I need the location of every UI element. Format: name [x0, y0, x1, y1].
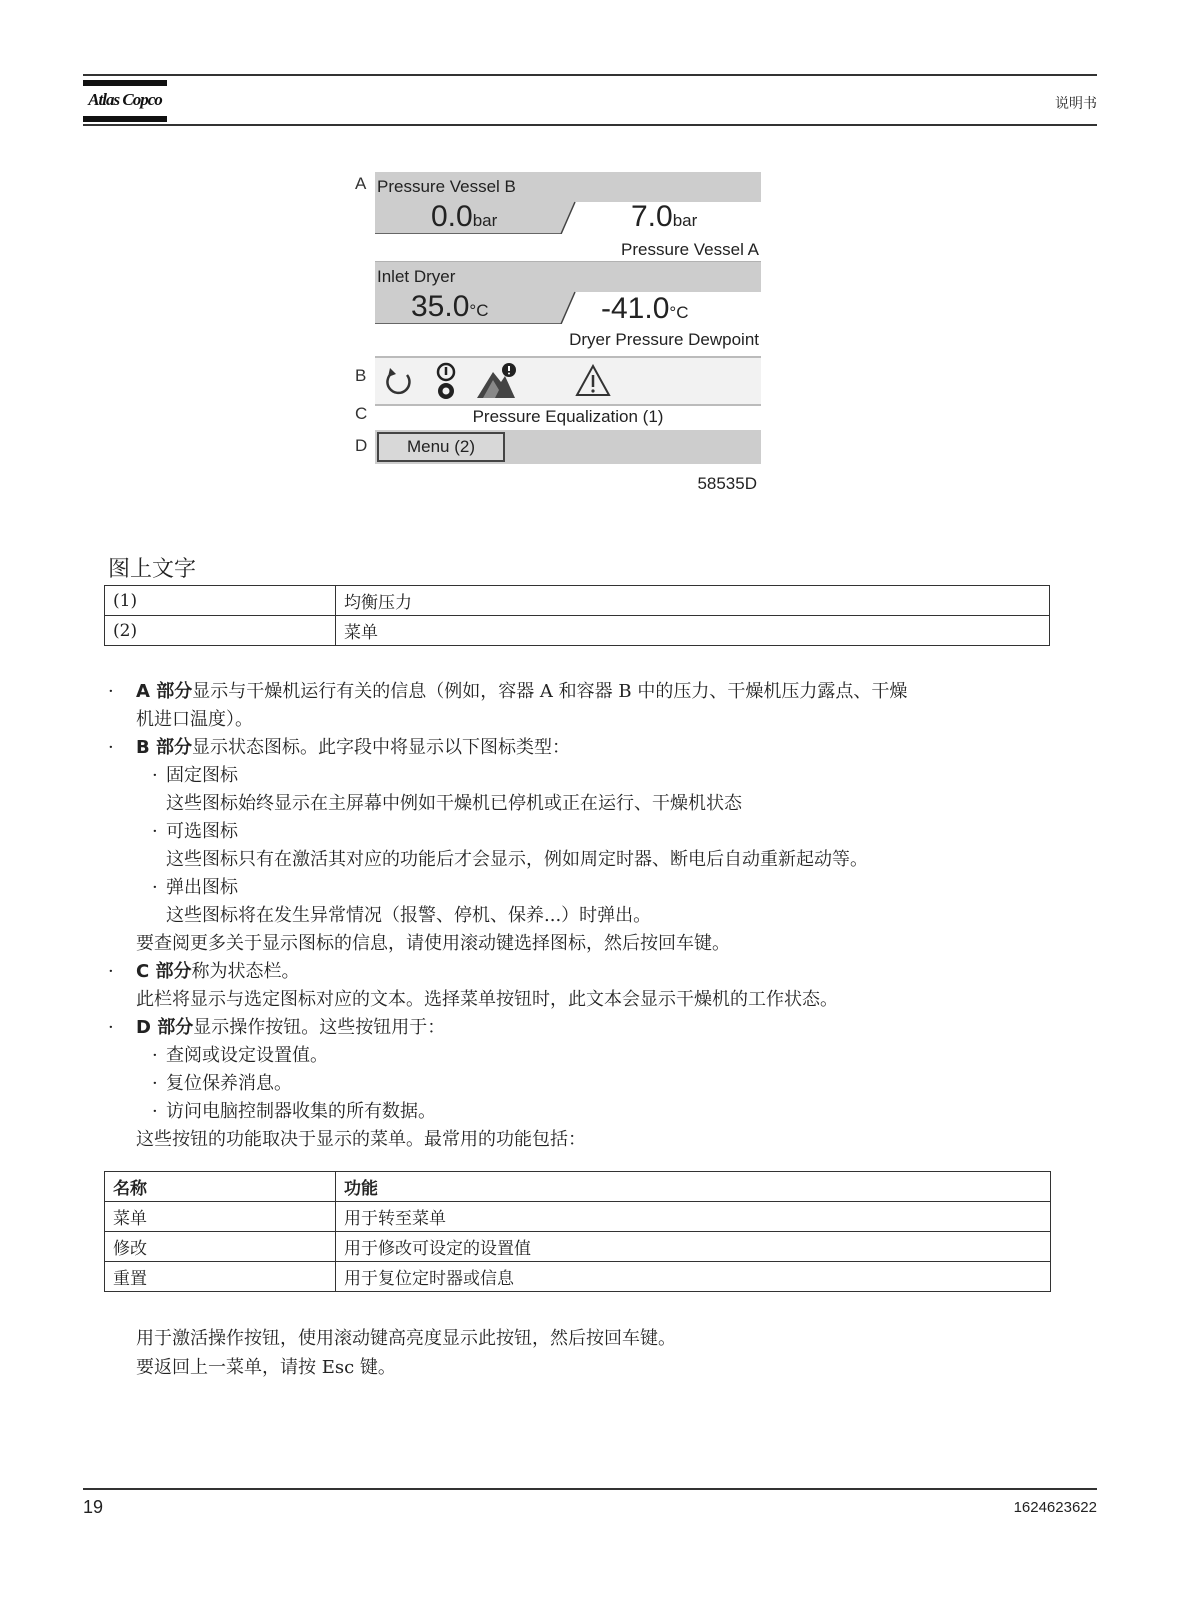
section-d-sub2: · 复位保养消息。 [108, 1070, 1038, 1098]
function-desc: 用于复位定时器或信息 [336, 1262, 1051, 1292]
function-table [104, 1171, 1051, 1292]
table-row [105, 1262, 1051, 1292]
column-header-name: 名称 [105, 1172, 336, 1202]
row-label-b: B [355, 366, 367, 385]
alarm-mountain-icon[interactable] [475, 362, 519, 400]
closing-line-1: 用于激活操作按钮，使用滚动键高亮度显示此按钮，然后按回车键。 [136, 1328, 676, 1349]
function-desc: 用于修改可设定的设置值 [336, 1232, 1051, 1262]
row-label-d: D [355, 436, 368, 455]
document-number: 1624623622 [1013, 1499, 1097, 1516]
status-icon-row [375, 356, 761, 406]
table-header-row [105, 1172, 1051, 1202]
section-b-note: 要查阅更多关于显示图标的信息，请使用滚动键选择图标，然后按回车键。 [136, 933, 730, 954]
dewpoint-title: Dryer Pressure Dewpoint [569, 330, 759, 349]
inlet-dryer-value: 35.0°C [411, 290, 489, 323]
fixed-icons-desc: 这些图标始终显示在主屏幕中例如干燥机已停机或正在运行、干燥机状态 [166, 793, 742, 814]
start-stop-icon[interactable] [435, 361, 457, 401]
pressure-vessel-b-title: Pressure Vessel B [377, 177, 516, 196]
section-d-sub1: · 查阅或设定设置值。 [108, 1042, 1038, 1070]
footer-rule [83, 1488, 1097, 1490]
dewpoint-value: -41.0°C [601, 292, 689, 325]
legend-ref: (2) [105, 616, 336, 646]
function-name: 重置 [105, 1262, 336, 1292]
function-name: 修改 [105, 1232, 336, 1262]
controller-display-figure [355, 172, 775, 502]
pressure-vessel-a-value: 7.0bar [631, 200, 698, 233]
table-row [105, 1202, 1051, 1232]
section-d-note: 这些按钮的功能取决于显示的菜单。最常用的功能包括： [136, 1129, 586, 1150]
function-name: 菜单 [105, 1202, 336, 1232]
legend-title: 图上文字 [108, 557, 197, 582]
fixed-icons-item: · 固定图标 [108, 762, 1038, 790]
popup-icons-desc: 这些图标将在发生异常情况（报警、停机、保养...）时弹出。 [166, 905, 652, 926]
header-top-rule [83, 74, 1097, 76]
optional-icons-desc: 这些图标只有在激活其对应的功能后才会显示，例如周定时器、断电后自动重新起动等。 [166, 849, 868, 870]
logo-wordmark: Atlas Copco [88, 90, 162, 109]
table-row [105, 616, 1050, 646]
atlas-copco-logo [83, 80, 167, 124]
legend-text: 均衡压力 [336, 586, 1050, 616]
display-screen [375, 172, 761, 464]
description-body [108, 678, 1038, 1154]
page-number: 19 [83, 1497, 104, 1517]
section-b-item: · B 部分显示状态图标。此字段中将显示以下图标类型： [108, 734, 1038, 762]
popup-icons-item: · 弹出图标 [108, 874, 1038, 902]
row-label-a: A [355, 174, 367, 193]
status-bar-text: Pressure Equalization (1) [472, 407, 664, 426]
closing-text [136, 1324, 676, 1382]
figure-code: 58535D [697, 474, 757, 493]
warning-triangle-icon[interactable] [575, 364, 611, 398]
header-bottom-rule [83, 124, 1097, 126]
closing-line-2: 要返回上一菜单，请按 Esc 键。 [136, 1357, 396, 1378]
section-d-item: · D 部分显示操作按钮。这些按钮用于： [108, 1014, 1038, 1042]
document-type: 说明书 [1055, 96, 1097, 112]
pressure-vessel-b-value: 0.0bar [431, 200, 498, 233]
pressure-panel [375, 172, 761, 262]
section-a-continuation: 机进口温度）。 [136, 709, 253, 730]
section-a-item: · A 部分显示与干燥机运行有关的信息（例如，容器 A 和容器 B 中的压力、干燥机压力露点、干燥 [108, 678, 1038, 706]
temperature-panel [375, 262, 761, 354]
button-row [375, 430, 761, 464]
function-desc: 用于转至菜单 [336, 1202, 1051, 1232]
menu-button[interactable]: Menu (2) [377, 432, 505, 462]
column-header-function: 功能 [336, 1172, 1051, 1202]
table-row [105, 1232, 1051, 1262]
pressure-vessel-a-title: Pressure Vessel A [621, 240, 759, 259]
optional-icons-item: · 可选图标 [108, 818, 1038, 846]
inlet-dryer-title: Inlet Dryer [377, 267, 456, 286]
legend-table [104, 585, 1050, 646]
restart-icon[interactable] [383, 366, 413, 396]
section-c-desc: 此栏将显示与选定图标对应的文本。选择菜单按钮时，此文本会显示干燥机的工作状态。 [136, 989, 838, 1010]
table-row [105, 586, 1050, 616]
section-c-item: · C 部分称为状态栏。 [108, 958, 1038, 986]
row-label-c: C [355, 404, 368, 423]
legend-ref: (1) [105, 586, 336, 616]
legend-text: 菜单 [336, 616, 1050, 646]
section-d-sub3: · 访问电脑控制器收集的所有数据。 [108, 1098, 1038, 1126]
